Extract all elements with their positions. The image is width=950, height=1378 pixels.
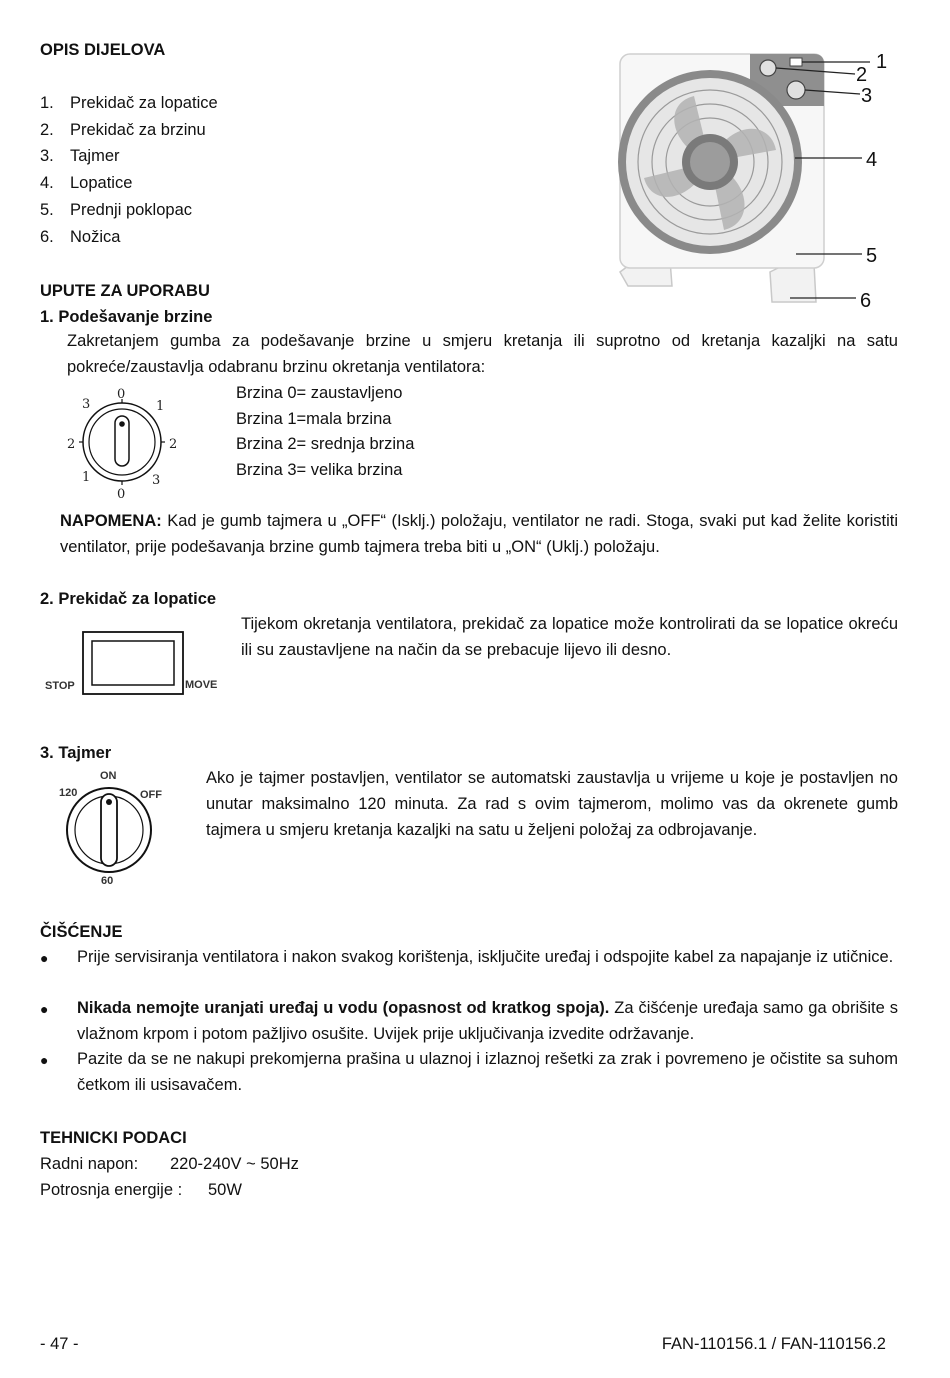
timer-section-title: 3. Tajmer: [40, 744, 112, 762]
callout-3: 3: [861, 85, 873, 107]
callout-1: 1: [876, 51, 888, 73]
fan-right-foot: [770, 264, 816, 302]
timer-off-label: OFF: [140, 789, 162, 801]
speed-description: Zakretanjem gumba za podešavanje brzine u smjeru kretanja ili suprotno od kretanja kazaljki na satu pokreće/zaustavlja odabranu brzinu okretanja ventilatora:: [67, 332, 898, 376]
dial-label-bottom: 0: [117, 487, 126, 502]
bullet-marker: ●: [40, 950, 49, 966]
callout-2: 2: [856, 64, 868, 86]
bullet-marker: ●: [40, 1052, 49, 1068]
box-fan-illustration: [600, 40, 900, 320]
parts-heading: OPIS DIJELOVA: [40, 41, 166, 59]
blade-switch-section-title: 2. Prekidač za lopatice: [40, 590, 217, 608]
blade-switch-description: Tijekom okretanja ventilatora, prekidač za lopatice može kontrolirati da se lopatice okreću ili su zaustavljene na način da se prebacuje lijevo ili desno.: [241, 615, 898, 659]
dial-label-top-left: 3: [82, 397, 91, 412]
timer-60-label: 60: [101, 875, 114, 887]
specs-heading: TEHNICKI PODACI: [40, 1129, 187, 1147]
timer-on-label: ON: [100, 770, 117, 782]
list-item: 1. Prekidač za lopatice: [40, 94, 218, 112]
timer-knob: [787, 81, 805, 99]
cleaning-heading: ČIŠĆENJE: [40, 923, 123, 941]
power-label: Potrosnja energije :: [40, 1181, 183, 1199]
dial-label-top-right: 1: [156, 399, 165, 414]
note-text: Kad je gumb tajmera u „OFF“ (Isklj.) položaju, ventilator ne radi. Stoga, svaki put kad želite koristiti ventilator, prije podešavanja brzine gumb tajmera treba biti u „ON“ (Uklj.) položaju.: [60, 512, 898, 556]
voltage-label: Radni napon:: [40, 1155, 139, 1173]
speed-dial-indicator: [119, 421, 125, 427]
list-item: Pazite da se ne nakupi prekomjerna prašina u ulaznoj i izlaznoj rešetki za zrak i povremeno je očistite sa suhom četkom ili usisavačem.: [77, 1050, 898, 1094]
dial-label-left: 2: [67, 437, 76, 452]
callout-6: 6: [860, 290, 872, 312]
model-number: FAN-110156.1 / FAN-110156.2: [661, 1335, 886, 1353]
list-item: Nikada nemojte uranjati uređaj u vodu (opasnost od kratkog spoja). Za čišćenje uređaja samo ga obrišite s vlažnom krpom i potom pažljivo osušite. Uvijek prije uključivanja izvedite održavanje.: [77, 999, 898, 1043]
dial-label-bottom-right: 3: [152, 473, 161, 488]
speed-note: [60, 508, 898, 560]
list-item: 6. Nožica: [40, 228, 121, 246]
speed-level-item: Brzina 1=mala brzina: [236, 410, 392, 428]
list-item: 2. Prekidač za brzinu: [40, 121, 206, 139]
list-item: 4. Lopatice: [40, 174, 133, 192]
speed-level-item: Brzina 2= srednja brzina: [236, 435, 415, 453]
move-label: MOVE: [185, 679, 218, 691]
voltage-value: 220-240V ~ 50Hz: [170, 1155, 299, 1173]
callout-4: 4: [866, 149, 878, 171]
callout-numbers: [856, 51, 887, 312]
speed-knob: [760, 60, 776, 76]
speed-section-title: 1. Podešavanje brzine: [40, 308, 213, 326]
dial-label-top: 0: [117, 387, 126, 402]
speed-level-item: Brzina 3= velika brzina: [236, 461, 403, 479]
timer-120-label: 120: [59, 787, 78, 799]
blade-switch-knob: [790, 58, 802, 66]
dial-label-right: 2: [169, 437, 178, 452]
blade-switch-diagram: [42, 628, 228, 700]
bullet-marker: ●: [40, 1001, 49, 1017]
usage-heading: UPUTE ZA UPORABU: [40, 282, 210, 300]
timer-dial-indicator: [106, 799, 112, 805]
stop-label: STOP: [45, 680, 75, 692]
timer-dial-diagram: [56, 766, 172, 888]
list-item: 5. Prednji poklopac: [40, 201, 192, 219]
dial-label-bottom-left: 1: [82, 470, 91, 485]
speed-level-item: Brzina 0= zaustavljeno: [236, 384, 403, 402]
note-label: NAPOMENA:: [60, 512, 162, 530]
speed-dial-diagram: [62, 386, 186, 502]
timer-description: Ako je tajmer postavljen, ventilator se automatski zaustavlja u vrijeme u koje je postavljen no unutar maksimalno 120 minuta. Za rad s ovim tajmerom, molimo vas da okrenete gumb tajmera u smjeru kretanja kazaljki na satu u željeni položaj za odbrojavanje.: [206, 769, 898, 839]
power-value: 50W: [208, 1181, 242, 1199]
list-item: 3. Tajmer: [40, 147, 120, 165]
callout-5: 5: [866, 245, 878, 267]
page-number: - 47 -: [40, 1335, 79, 1353]
switch-rocker: [92, 641, 174, 685]
list-item: Prije servisiranja ventilatora i nakon svakog korištenja, isključite uređaj i odspojite kabel za napajanje iz utičnice.: [77, 948, 894, 966]
